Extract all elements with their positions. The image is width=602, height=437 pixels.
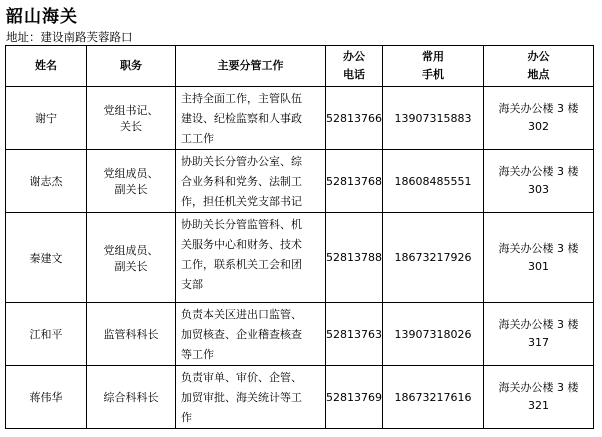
header-name: 姓名 [6,46,87,87]
cell-name: 秦建文 [6,213,87,303]
cell-title: 党组成员、 副关长 [87,213,176,303]
header-location: 办公 地点 [484,46,594,87]
cell-mobile: 13907318026 [383,303,484,366]
table-row [6,150,594,213]
cell-duties: 负责本关区进出口监管、 加贸核查、企业稽查核查 等工作 [176,303,326,366]
cell-title: 监管科科长 [87,303,176,366]
address-line [6,29,133,45]
cell-name: 江和平 [6,303,87,366]
cell-location: 海关办公楼 3 楼 321 [484,366,594,429]
cell-location: 海关办公楼 3 楼 317 [484,303,594,366]
cell-location: 海关办公楼 3 楼 302 [484,87,594,150]
cell-office-phone: 52813788 [326,213,383,303]
cell-office-phone: 52813769 [326,366,383,429]
cell-title: 党组成员、 副关长 [87,150,176,213]
header-title: 职务 [87,46,176,87]
cell-duties: 负责审单、审价、企管、 加贸审批、海关统计等工 作 [176,366,326,429]
cell-office-phone: 52813768 [326,150,383,213]
cell-location: 海关办公楼 3 楼 303 [484,150,594,213]
page-title: 韶山海关 [6,7,78,27]
cell-mobile: 18608485551 [383,150,484,213]
cell-duties: 主持全面工作，主管队伍 建设、纪检监察和人事政 工工作 [176,87,326,150]
cell-mobile: 18673217926 [383,213,484,303]
header-duties: 主要分管工作 [176,46,326,87]
cell-location: 海关办公楼 3 楼 301 [484,213,594,303]
table-row [6,87,594,150]
cell-title: 党组书记、 关长 [87,87,176,150]
table-row [6,366,594,429]
cell-title: 综合科科长 [87,366,176,429]
cell-duties: 协助关长分管办公室、综 合业务科和党务、法制工 作，担任机关党支部书记 [176,150,326,213]
contact-table [5,45,594,429]
cell-duties: 协助关长分管监管科、机 关服务中心和财务、技术 工作，联系机关工会和团 支部 [176,213,326,303]
cell-name: 蒋伟华 [6,366,87,429]
header-office-phone: 办公 电话 [326,46,383,87]
table-header-row [6,46,594,87]
table-row [6,213,594,303]
cell-mobile: 13907315883 [383,87,484,150]
cell-office-phone: 52813763 [326,303,383,366]
table-row [6,303,594,366]
cell-mobile: 18673217616 [383,366,484,429]
address-text: 地址：建设南路芙蓉路口 [6,30,133,44]
cell-office-phone: 52813766 [326,87,383,150]
cell-name: 谢宁 [6,87,87,150]
cell-name: 谢志杰 [6,150,87,213]
header-mobile: 常用 手机 [383,46,484,87]
